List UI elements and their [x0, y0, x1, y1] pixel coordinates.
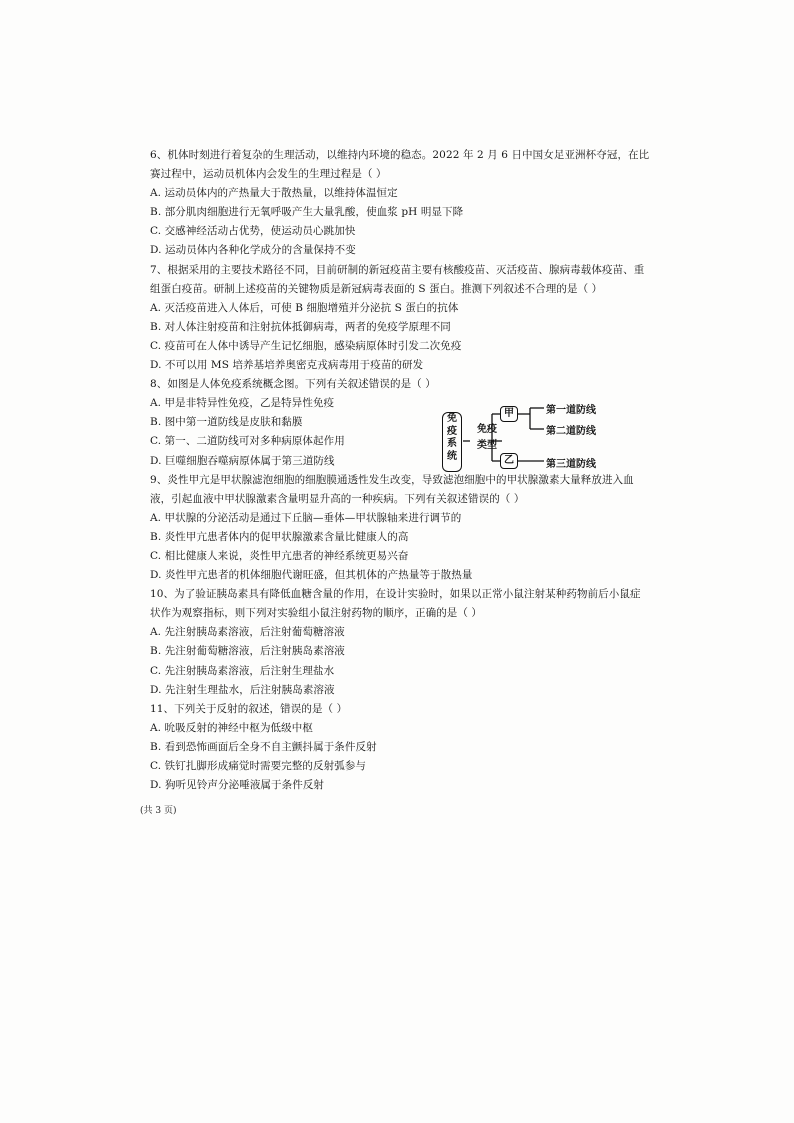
question-stem: 10、为了验证胰岛素具有降低血糖含量的作用，在设计实验时，如果以正常小鼠注射某种药物前后小鼠症状作为观察指标，则下列对实验组小鼠注射药物的顺序，正确的是（ ）: [150, 588, 641, 620]
option-d: D. 先注射生理盐水，后注射胰岛素溶液: [150, 683, 335, 696]
third-defense-line: 第三道防线: [546, 459, 596, 470]
option-d: D. 狗听见铃声分泌唾液属于条件反射: [150, 779, 325, 792]
question-10: [150, 585, 650, 700]
option-d: D. 炎性甲亢患者的机体细胞代谢旺盛，但其机体的产热量等于散热量: [150, 569, 473, 582]
immune-type-label: [470, 422, 504, 454]
immune-system-box: [442, 412, 462, 472]
question-11: [150, 700, 650, 795]
option-a: A. 灭活疫苗进入人体后，可使 B 细胞增殖并分泌抗 S 蛋白的抗体: [150, 301, 459, 314]
option-a: A. 先注射胰岛素溶液，后注射葡萄糖溶液: [150, 626, 345, 639]
question-stem: 6、机体时刻进行着复杂的生理活动，以维持内环境的稳态。2022 年 2 月 6 日中国女足亚洲杯夺冠，在比赛过程中，运动员机体内会发生的生理过程是（ ）: [150, 149, 650, 181]
sub-line: 类型: [477, 440, 497, 451]
option-d: D. 运动员体内各种化学成分的含量保持不变: [150, 244, 356, 257]
option-b: B. 部分肌肉细胞进行无氧呼吸产生大量乳酸，使血浆 pH 明显下降: [150, 206, 464, 219]
box-char: 系: [447, 438, 457, 449]
box-char: 疫: [447, 425, 457, 437]
option-b: B. 炎性甲亢患者体内的促甲状腺激素含量比健康人的高: [150, 530, 409, 543]
page-count: (共 3 页): [140, 806, 177, 816]
option-c: C. 相比健康人来说，炎性甲亢患者的神经系统更易兴奋: [150, 549, 409, 562]
immune-system-diagram: [442, 398, 642, 474]
box-char: 免: [447, 413, 457, 424]
option-c: C. 先注射胰岛素溶液，后注射生理盐水: [150, 664, 335, 677]
option-c: C. 疫苗可在人体中诱导产生记忆细胞，感染病原体时引发二次免疫: [150, 339, 462, 352]
first-defense-line: 第一道防线: [546, 405, 596, 416]
question-9: [150, 471, 650, 586]
jia-box: 甲: [500, 406, 518, 422]
box-char: 统: [447, 450, 457, 462]
option-c: C. 第一、二道防线可对多种病原体起作用: [150, 435, 345, 448]
option-b: B. 先注射葡萄糖溶液，后注射胰岛素溶液: [150, 645, 345, 658]
second-defense-line: 第二道防线: [546, 426, 596, 437]
option-a: A. 运动员体内的产热量大于散热量，以维持体温恒定: [150, 187, 398, 200]
option-b: B. 对人体注射疫苗和注射抗体抵御病毒，两者的免疫学原理不同: [150, 320, 451, 333]
option-d: D. 不可以用 MS 培养基培养奥密克戎病毒用于疫苗的研发: [150, 359, 424, 372]
option-a: A. 甲是非特异性免疫，乙是特异性免疫: [150, 397, 335, 410]
question-stem: 9、炎性甲亢是甲状腺滤泡细胞的细胞膜通透性发生改变，导致滤泡细胞中的甲状腺激素大量释放进入血液，引起血液中甲状腺激素含量明显升高的一种疾病。下列有关叙述错误的（ ）: [150, 473, 634, 505]
option-d: D. 巨噬细胞吞噬病原体属于第三道防线: [150, 454, 335, 467]
option-c: C. 交感神经活动占优势，使运动员心跳加快: [150, 225, 356, 238]
option-c: C. 铁钉扎脚形成痛觉时需要完整的反射弧参与: [150, 760, 367, 772]
option-a: A. 甲状腺的分泌活动是通过下丘脑—垂体—甲状腺轴来进行调节的: [150, 511, 462, 524]
question-6: [150, 146, 650, 261]
question-7: [150, 261, 650, 376]
option-b: B. 看到恐怖画面后全身不自主颤抖属于条件反射: [150, 740, 377, 753]
question-stem: 8、如图是人体免疫系统概念图。下列有关叙述错误的是（ ）: [150, 378, 436, 391]
question-stem: 11、下列关于反射的叙述，错误的是（ ）: [150, 702, 348, 715]
yi-box: 乙: [500, 453, 518, 469]
sub-line: 免疫: [477, 424, 497, 435]
option-b: B. 图中第一道防线是皮肤和黏膜: [150, 416, 303, 429]
question-stem: 7、根据采用的主要技术路径不同，目前研制的新冠疫苗主要有核酸疫苗、灭活疫苗、腺病毒载体疫苗、重组蛋白疫苗。研制上述疫苗的关键物质是新冠病毒表面的 S 蛋白。推测下列叙述不合理的是（ ）: [150, 263, 645, 295]
option-a: A. 吮吸反射的神经中枢为低级中枢: [150, 721, 313, 734]
